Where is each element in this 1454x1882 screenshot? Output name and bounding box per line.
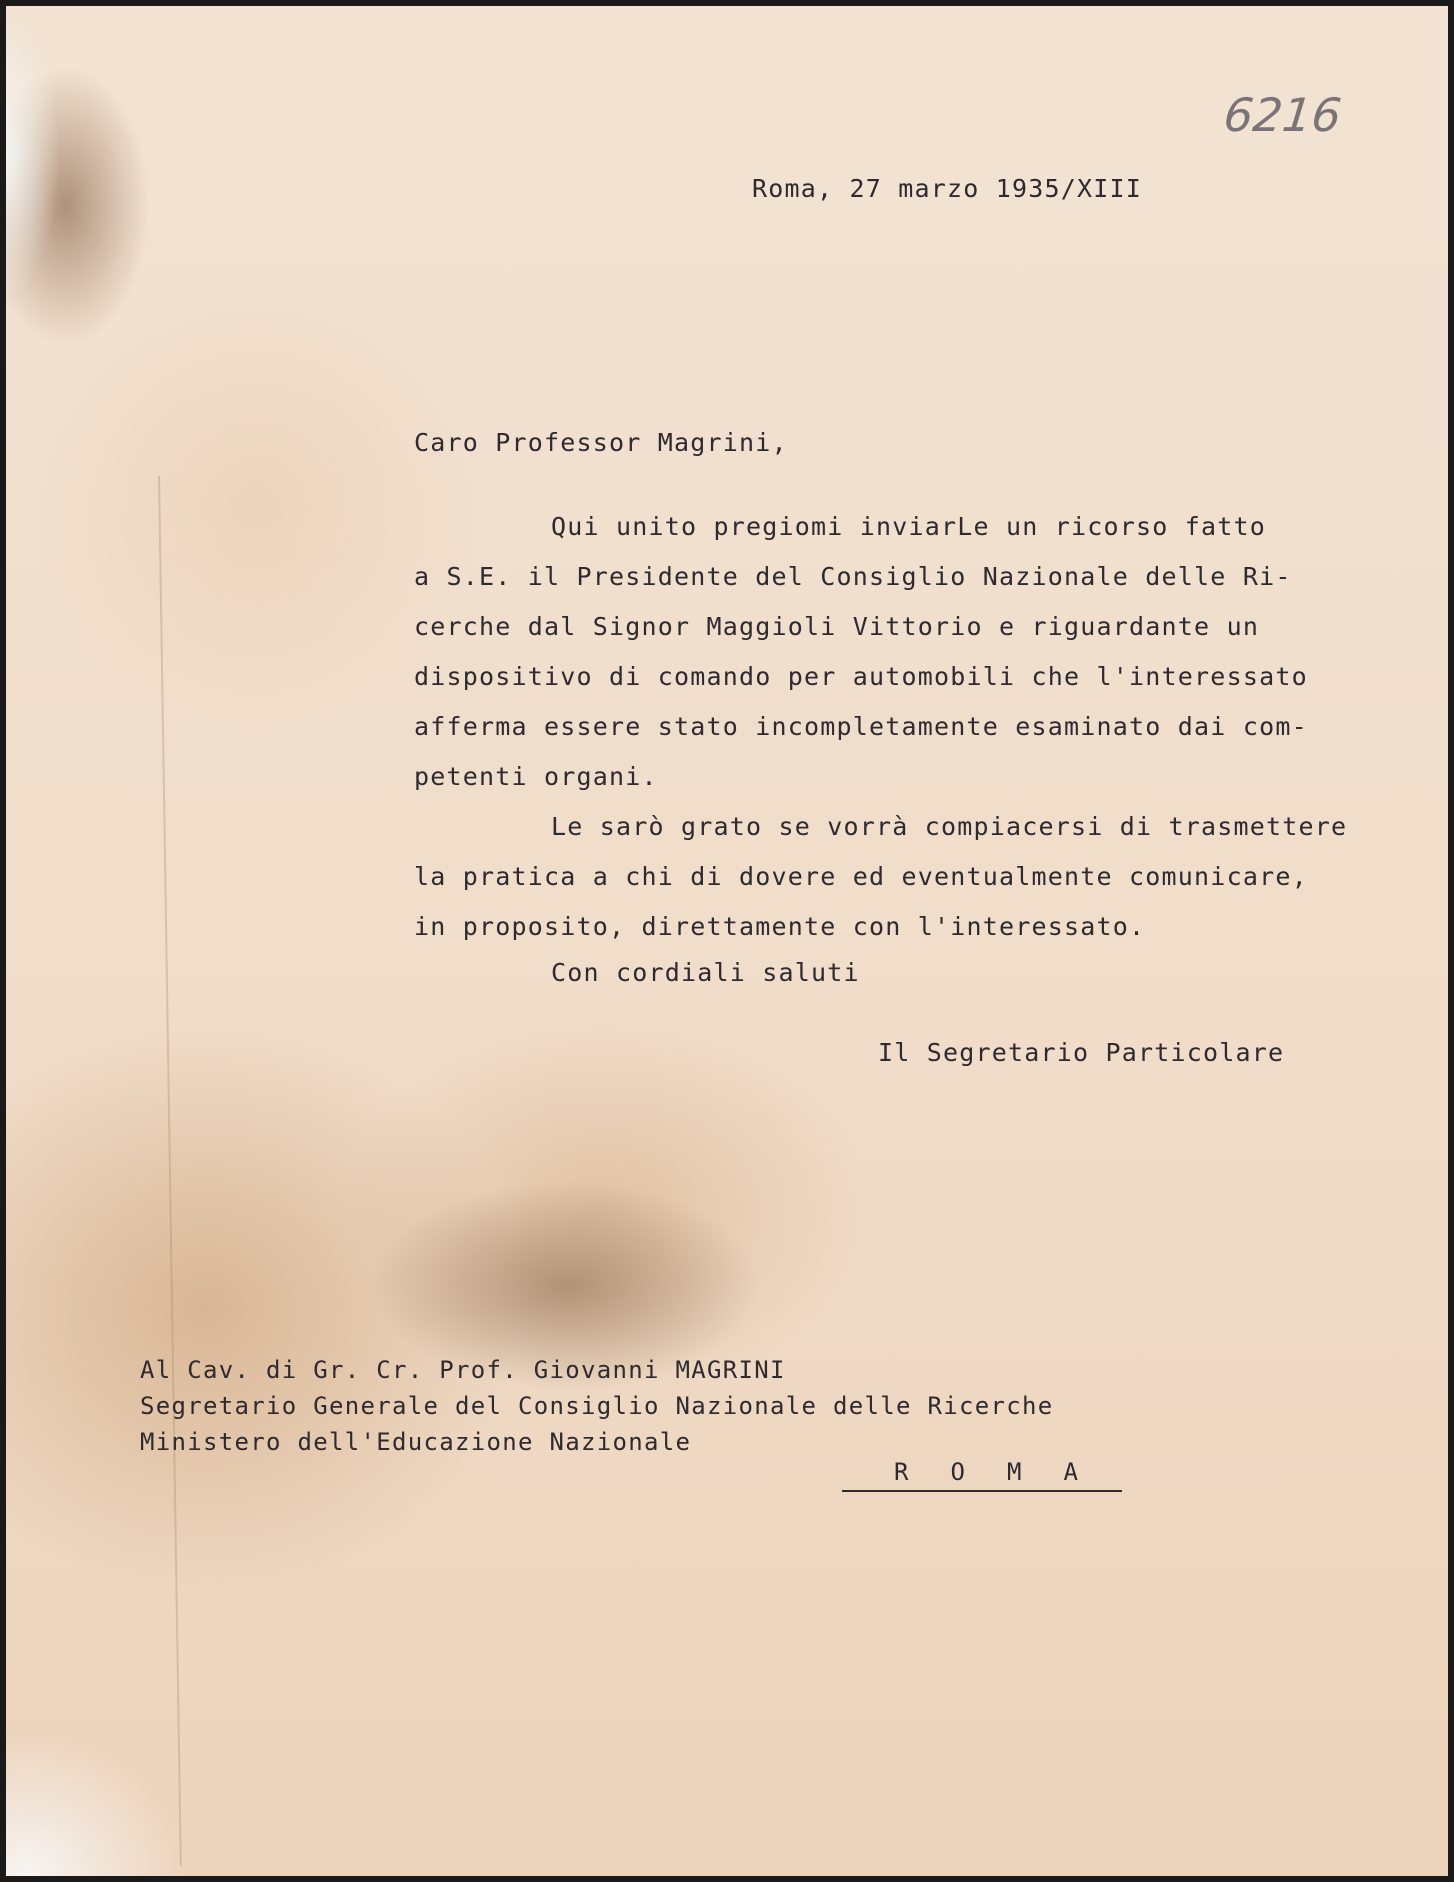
body-line: dispositivo di comando per automobili che l'interessato bbox=[414, 662, 1308, 691]
body-line: la pratica a chi di dovere ed eventualmente comunicare, bbox=[414, 862, 1308, 891]
city-letter: A bbox=[1063, 1458, 1078, 1486]
closing: Con cordiali saluti bbox=[551, 958, 860, 987]
address-line: Ministero dell'Educazione Nazionale bbox=[140, 1428, 692, 1456]
fold-line bbox=[158, 476, 182, 1866]
city-letter: O bbox=[950, 1458, 965, 1486]
torn-corner-bottom bbox=[6, 1676, 186, 1876]
body-line: afferma essere stato incompletamente esaminato dai com- bbox=[414, 712, 1308, 741]
body-line: a S.E. il Presidente del Consiglio Nazionale delle Ri- bbox=[414, 562, 1292, 591]
body-line: Qui unito pregiomi inviarLe un ricorso fatto bbox=[551, 512, 1267, 541]
body-line: cerche dal Signor Maggioli Vittorio e riguardante un bbox=[414, 612, 1260, 641]
salutation: Caro Professor Magrini, bbox=[414, 428, 788, 457]
body-line: petenti organi. bbox=[414, 762, 658, 791]
address-city bbox=[842, 1458, 1122, 1492]
torn-corner bbox=[6, 6, 76, 326]
city-letter: R bbox=[894, 1458, 909, 1486]
letter-page bbox=[6, 6, 1448, 1876]
letter-date: Roma, 27 marzo 1935/XIII bbox=[752, 174, 1143, 203]
address-line: Segretario Generale del Consiglio Nazionale delle Ricerche bbox=[140, 1392, 1054, 1420]
body-line: Le sarò grato se vorrà compiacersi di trasmettere bbox=[551, 812, 1348, 841]
signature-title: Il Segretario Particolare bbox=[878, 1038, 1285, 1067]
city-letter: M bbox=[1007, 1458, 1022, 1486]
address-line: Al Cav. di Gr. Cr. Prof. Giovanni MAGRINI bbox=[140, 1356, 786, 1384]
handwritten-reference-number: 6216 bbox=[1221, 88, 1344, 142]
body-line: in proposito, direttamente con l'interessato. bbox=[414, 912, 1146, 941]
